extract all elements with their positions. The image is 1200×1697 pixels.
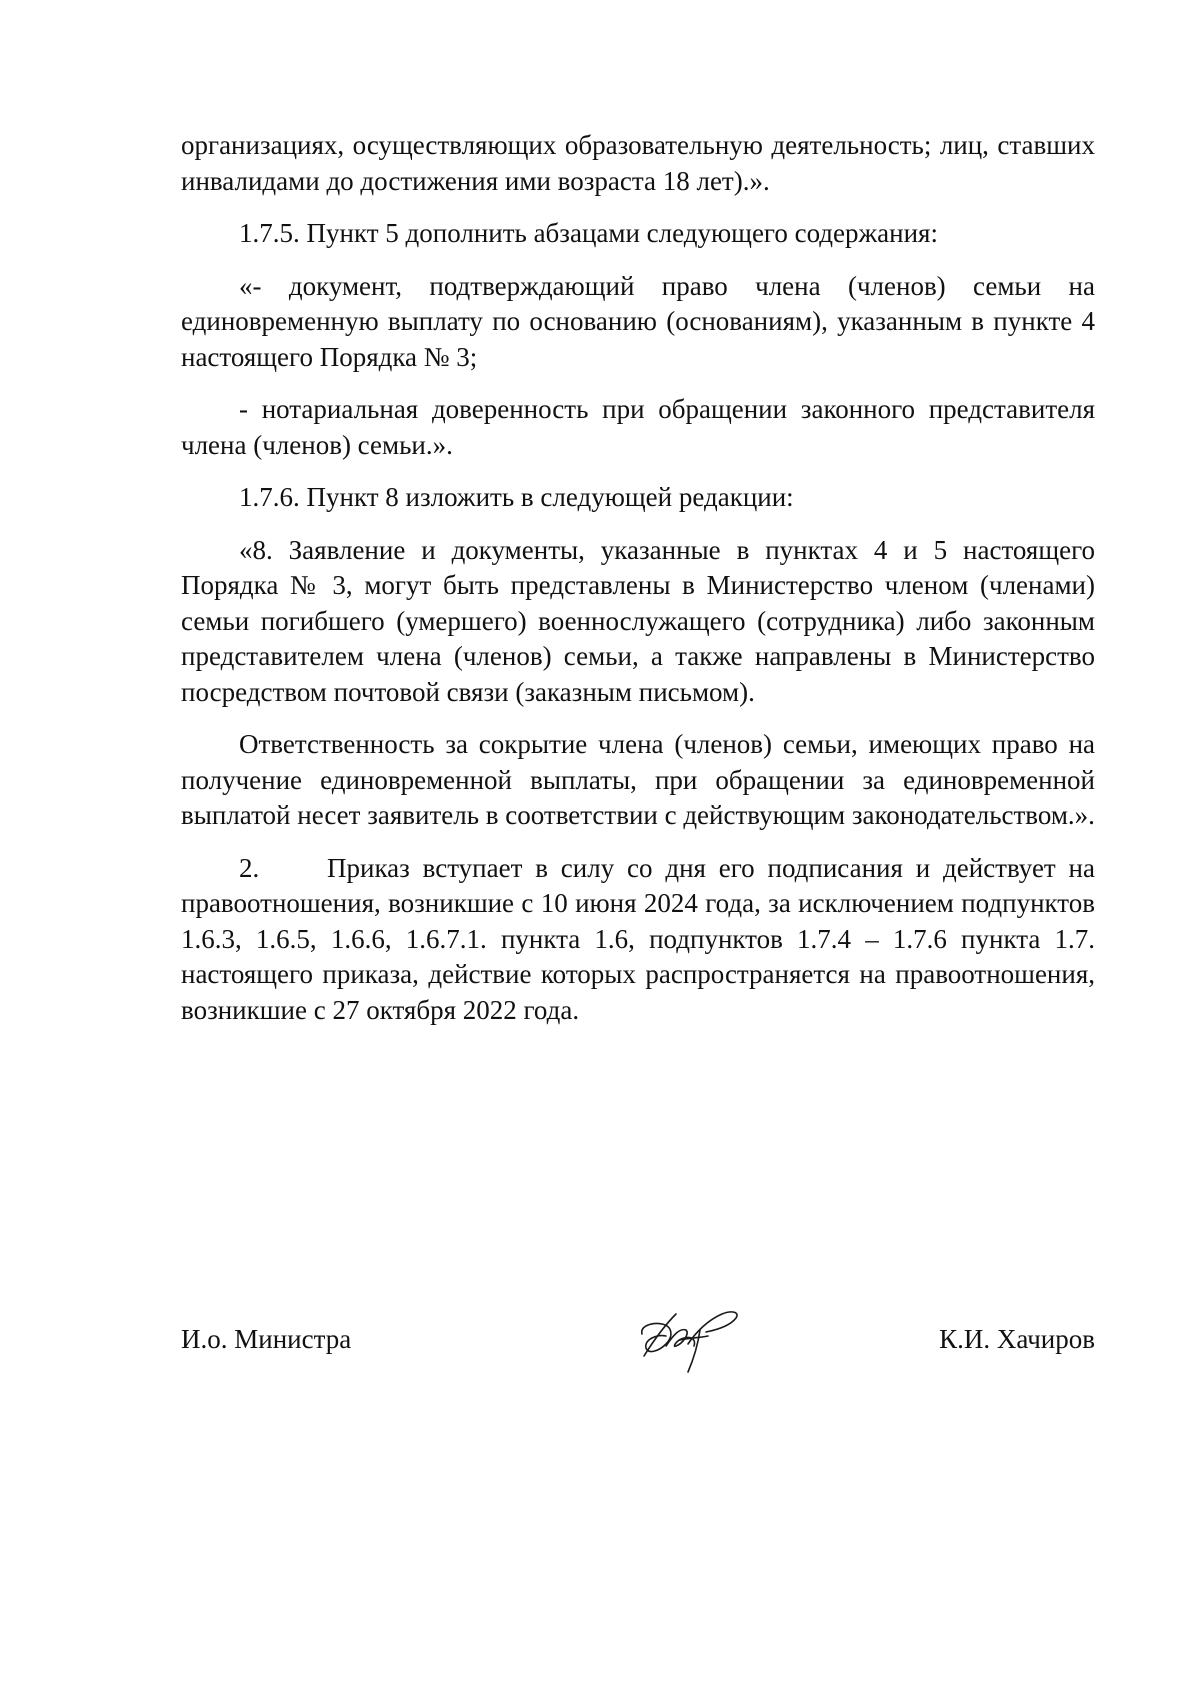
handwritten-signature: [636, 1300, 746, 1382]
document-body: [181, 128, 1095, 1045]
paragraph-clause-2: [181, 851, 1095, 1029]
paragraph-continuation: организациях, осуществляющих образовательную деятельность; лиц, ставших инвалидами до достижения ими возраста 18 лет).».: [181, 130, 1095, 196]
paragraph-document-item: «- документ, подтверждающий право члена (членов) семьи на единовременную выплату по основанию (основаниям), указанным в пункте 4 настоящего Порядка № 3;: [181, 270, 1095, 372]
signatory-position: И.о. Министра: [181, 1324, 352, 1354]
clause-2-number: 2.: [239, 852, 260, 883]
clause-2-text: Приказ вступает в силу со дня его подписания и действует на правоотношения, возникшие с 10 июня 2024 года, за исключением подпунктов 1.6.3, 1.6.5, 1.6.6, 1.6.7.1. пункта 1.6, подпунктов 1.7.4 – 1.7.6 пункта 1.7. настоящего приказа, действие которых распространяется на правоотношения, возникшие с 27 октября 2022 года.: [181, 852, 1095, 1025]
paragraph-power-of-attorney-item: - нотариальная доверенность при обращении законного представителя члена (членов) семьи.».: [181, 394, 1095, 460]
paragraph-1-7-5: 1.7.5. Пункт 5 дополнить абзацами следующего содержания:: [239, 218, 938, 248]
paragraph-1-7-6: 1.7.6. Пункт 8 изложить в следующей редакции:: [239, 482, 794, 512]
signatory-name: К.И. Хачиров: [939, 1324, 1095, 1354]
paragraph-responsibility: Ответственность за сокрытие члена (членов) семьи, имеющих право на получение единовременной выплаты, при обращении за единовременной выплатой несет заявитель в соответствии с действующим законодательством.».: [181, 729, 1095, 830]
paragraph-point-8: «8. Заявление и документы, указанные в пунктах 4 и 5 настоящего Порядка № 3, могут быть представлены в Министерство членом (членами) семьи погибшего (умершего) военнослужащего (сотрудника) либо законным представителем члена (членов) семьи, а также направлены в Министерство посредством почтовой связи (заказным письмом).: [181, 534, 1095, 707]
signature-block: [181, 1300, 1095, 1390]
